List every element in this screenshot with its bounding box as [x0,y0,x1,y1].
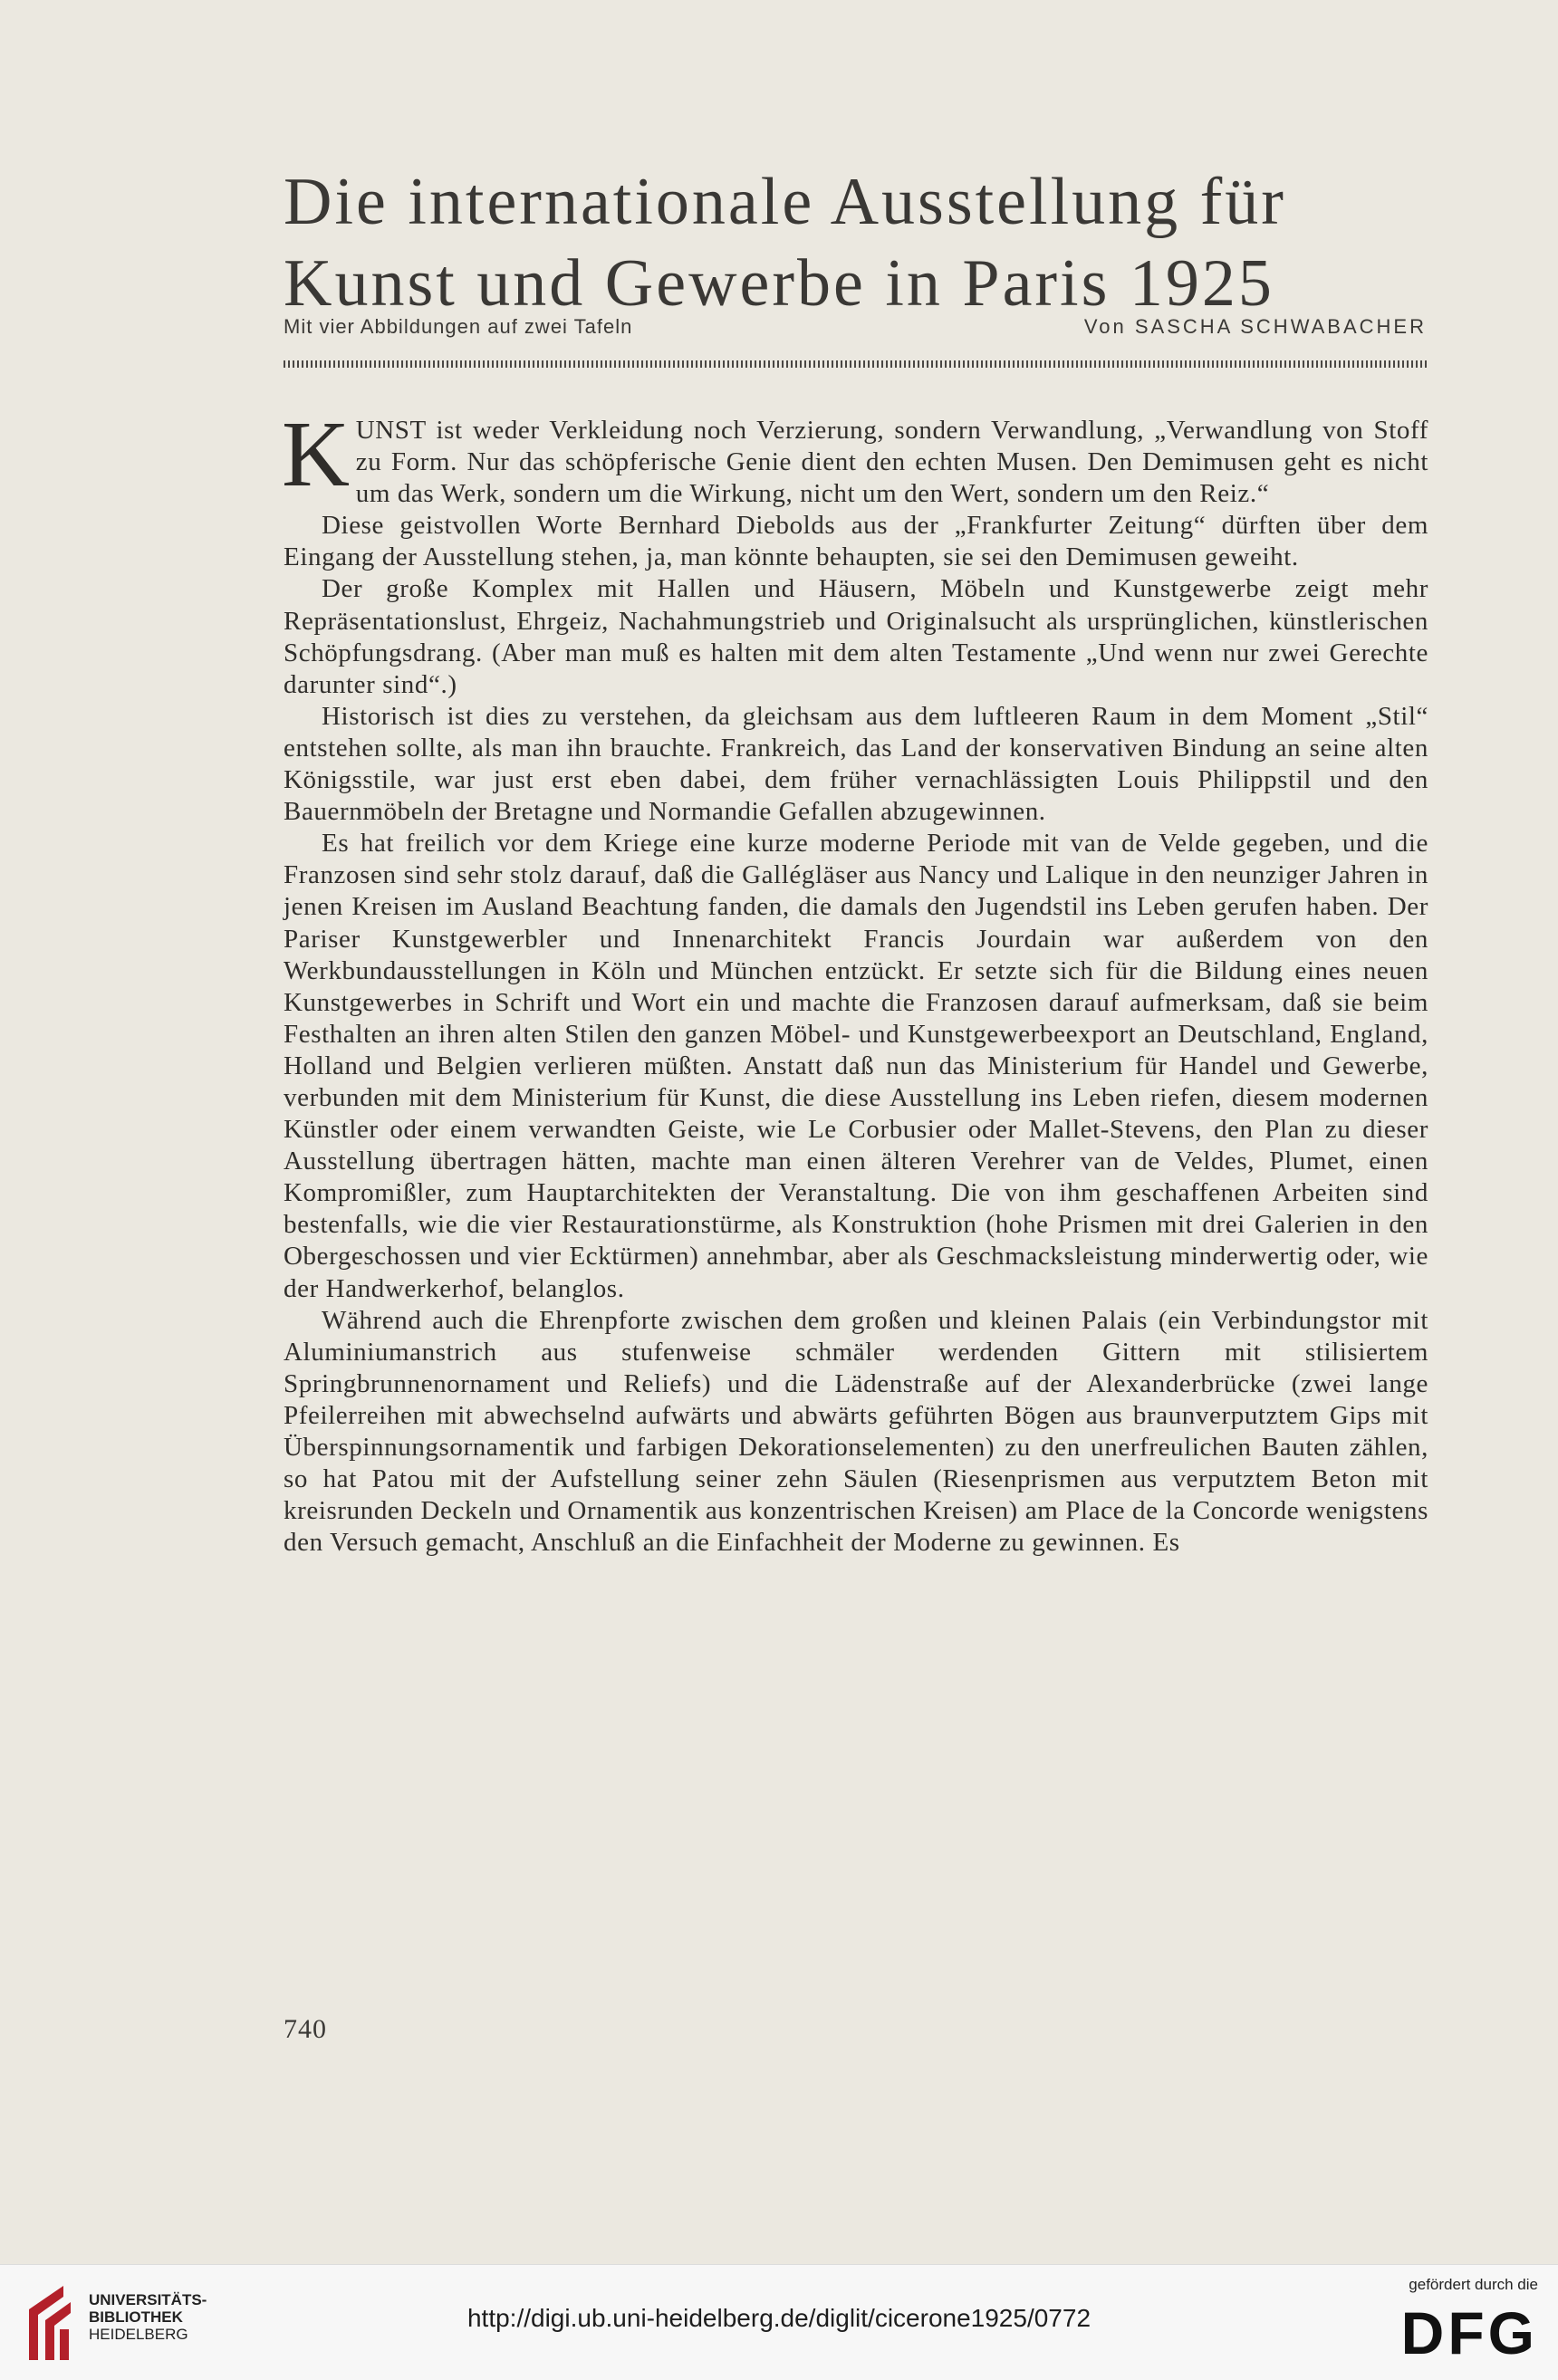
library-line-1: UNIVERSITÄTS- [89,2291,207,2308]
dfg-logo[interactable]: DFG [1400,2299,1538,2366]
title-line-2: Kunst und Gewerbe in Paris 1925 [284,246,1274,321]
paragraph [282,402,1428,510]
library-line-3: HEIDELBERG [89,2326,188,2343]
paragraph: Diese geistvollen Worte Bernhard Diebolds aus der „Frankfurter Zeitung“ dürften über dem Eingang der Ausstellung stehen, ja, man könnte behaupten, sie sei den Demimusen geweiht. [284,511,1428,572]
subtitle: Mit vier Abbildungen auf zwei Tafeln [284,315,633,338]
author: Von SASCHA SCHWABACHER [1083,315,1427,338]
paragraph: Der große Komplex mit Hallen und Häusern, Möbeln und Kunstgewerbe zeigt mehr Repräsentationslust, Ehrgeiz, Nachahmungstrieb und Originalsucht als ursprünglichen, künstlerischen Schöpfungsdrang. (Aber man muß es halten mit dem alten Testamente „Und wenn nur zwei Gerechte darunter sind“.) [284,574,1428,699]
paragraph: Es hat freilich vor dem Kriege eine kurze moderne Periode mit van de Velde gegeben, und die Franzosen sind sehr stolz darauf, daß die Gallégläser aus Nancy und Lalique in den neunziger Jahren in jenen Kreisen im Ausland Beachtung fanden, die damals den Jugendstil ins Leben gerufen haben. Der Pariser Kunstgewerbler und Innenarchitekt Francis Jourdain war außerdem von den Werkbundausstellungen in Köln und München entzückt. Er setzte sich für die Bildung eines neuen Kunstgewerbes in Schrift und Wort ein und machte die Franzosen darauf aufmerksam, daß sie beim Festhalten an ihren alten Stilen den ganzen Möbel- und Kunstgewerbeexport an Deutschland, England, Holland und Belgien verlieren müßten. Anstatt daß nun das Ministerium für Handel und Gewerbe, verbunden mit dem Ministerium für Kunst, die diese Ausstellung ins Leben riefen, diesem modernen Künstler oder einem verwandten Geiste, wie Le Corbusier oder Mallet-Stevens, den Plan zu dieser Ausstellung übertragen hätten, machte man einen älteren Verehrer van de Veldes, Plumet, einen Kompromißler, zum Hauptarchitekten der Veranstaltung. Die von ihm geschaffenen Arbeiten sind bestenfalls, wie die vier Restaurationstürme, als Konstruktion (hohe Prismen mit drei Galerien in den Obergeschossen und vier Ecktürmen) annehmbar, aber als Geschmacksleistung minderwertig oder, wie der Handwerkerhof, belanglos. [284,829,1428,1303]
paragraph-text: UNST ist weder Verkleidung noch Verzierung, sondern Verwandlung, „Verwandlung von Stoff zu Form. Nur das schöpferische Genie dient den echten Musen. Den Demimusen geht es nicht um das Werk, sondern um die Wirkung, nicht um den Wert, sondern um den Reiz.“ [355,416,1428,509]
article-title [284,161,1427,324]
article-body [282,402,1428,1559]
page-number: 740 [284,2014,327,2044]
title-line-1: Die internationale Ausstellung für [284,165,1286,239]
dotted-divider [284,360,1427,368]
paragraph: Während auch die Ehrenpforte zwischen dem großen und kleinen Palais (ein Verbindungstor mit Aluminiumanstrich aus stufenweise schmäler werdenden Gittern mit stilisiertem Springbrunnenornament und Reliefs) und die Lädenstraße auf der Alexanderbrücke (zwei lange Pfeilerreihen mit abwechselnd aufwärts und abwärts geführten Bögen aus braunverputztem Gips mit Überspinnungsornamentik und farbigen Dekorationselementen) zu den unerfreulichen Bauten zählen, so hat Patou mit der Aufstellung seiner zehn Säulen (Riesenprismen aus verputztem Beton mit kreisrunden Deckeln und Ornamentik aus konzentrischen Kreisen) am Place de la Concorde wenigstens den Versuch gemacht, Anschluß an die Einfachheit der Moderne zu gewinnen. Es [284,1305,1428,1558]
library-name [89,2291,207,2343]
funder-label: gefördert durch die [1409,2276,1538,2293]
university-library-logo-icon[interactable] [20,2282,80,2364]
drop-cap: K [282,402,351,506]
library-line-2: BIBLIOTHEK [89,2308,183,2326]
page-url-link[interactable]: http://digi.ub.uni-heidelberg.de/diglit/cicerone1925/0772 [466,2304,1092,2332]
paragraph: Historisch ist dies zu verstehen, da gleichsam aus dem luftleeren Raum in dem Moment „Stil“ entstehen sollte, als man ihn brauchte. Frankreich, das Land der konservativen Bindung an seine alten Königsstile, war just erst eben dabei, dem früher vernachlässigten Louis Philippstil und den Bauernmöbeln der Bretagne und Normandie Gefallen abzugewinnen. [284,701,1428,827]
